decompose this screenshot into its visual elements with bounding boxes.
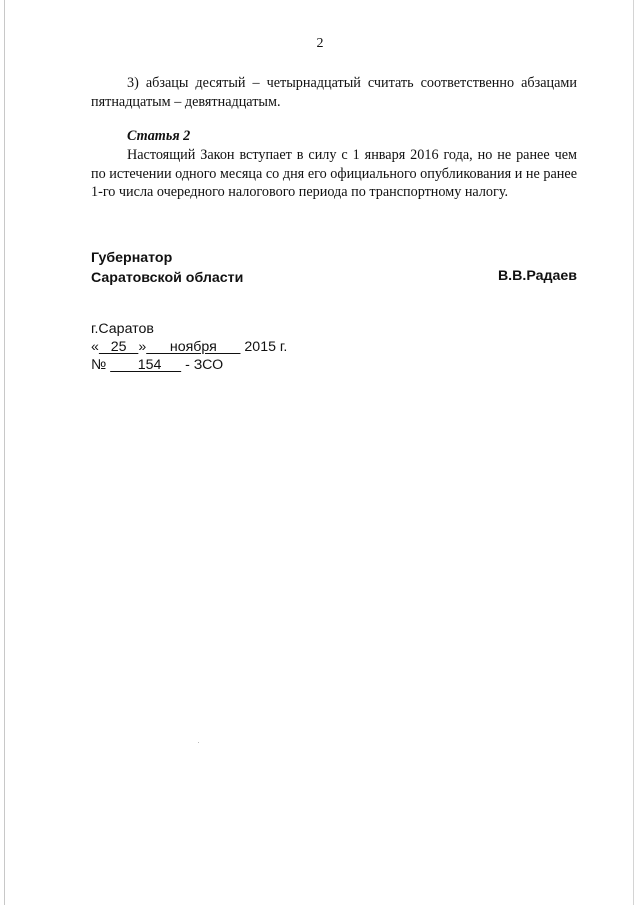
article-2-heading: Статья 2 [127, 128, 191, 144]
date-month: ноября [146, 339, 241, 355]
signer-title-line-1: Губернатор [91, 250, 173, 266]
page-left-edge [4, 0, 5, 905]
signer-name: В.В.Радаев [497, 268, 577, 284]
city-line: г.Саратов [91, 321, 154, 337]
place-date-number-block [91, 320, 287, 374]
paragraph-3-amendment [91, 74, 577, 111]
paragraph-text: 3) абзацы десятый – четырнадцатый считать соответственно абзацами пятнадцатым – девятнадцатым. [91, 75, 577, 110]
date-line [91, 338, 287, 356]
article-2-paragraph [91, 146, 577, 202]
scan-speck [198, 742, 199, 743]
document-number-line [91, 356, 287, 374]
document-number: 154 [110, 357, 182, 373]
number-prefix: № [91, 357, 111, 373]
date-open-quote: « [91, 339, 99, 355]
number-suffix: - ЗСО [181, 357, 224, 373]
date-close-quote: » [138, 339, 147, 355]
date-day: 25 [98, 339, 139, 355]
page-number: 2 [316, 36, 324, 51]
page-right-edge [633, 0, 634, 905]
date-year: 2015 г. [240, 339, 288, 355]
signer-title [91, 248, 243, 288]
signer-title-line-2: Саратовской области [91, 270, 244, 286]
article-2-text: Настоящий Закон вступает в силу с 1 января 2016 года, но не ранее чем по истечении одного месяца со дня его официального опубликования и не ранее 1-го числа очередного налогового периода по транспортному налогу. [91, 147, 577, 200]
